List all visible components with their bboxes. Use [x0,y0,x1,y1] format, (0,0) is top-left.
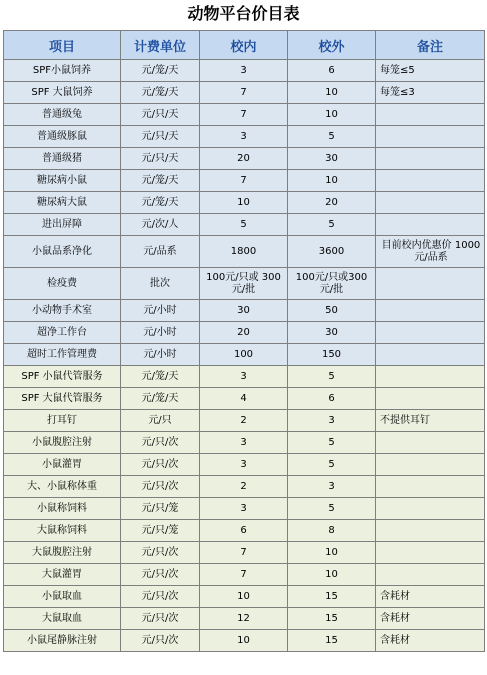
cell-internal: 1800 [200,236,288,268]
cell-external: 10 [288,170,376,192]
cell-unit: 元/笼/天 [121,388,200,410]
cell-note [376,542,485,564]
page-title: 动物平台价目表 [187,4,300,23]
table-row [4,236,485,268]
cell-external: 50 [288,300,376,322]
cell-internal: 7 [200,564,288,586]
cell-external: 3600 [288,236,376,268]
table-row [4,388,485,410]
cell-note [376,148,485,170]
cell-item: 大鼠取血 [4,608,121,630]
table-row [4,170,485,192]
cell-note [376,344,485,366]
cell-note [376,454,485,476]
table-row [4,520,485,542]
cell-note [376,214,485,236]
cell-note: 每笼≤3 [376,82,485,104]
table-row [4,586,485,608]
table-row [4,498,485,520]
table-row [4,60,485,82]
cell-item: 大鼠灌胃 [4,564,121,586]
cell-internal: 6 [200,520,288,542]
cell-note: 含耗材 [376,630,485,652]
cell-item: 进出屏障 [4,214,121,236]
cell-internal: 100元/只或 300元/批 [200,268,288,300]
cell-item: 大、小鼠称体重 [4,476,121,498]
cell-external: 8 [288,520,376,542]
cell-unit: 批次 [121,268,200,300]
table-row [4,192,485,214]
table-row [4,126,485,148]
cell-unit: 元/只/次 [121,564,200,586]
cell-note [376,170,485,192]
table-row [4,344,485,366]
cell-internal: 20 [200,148,288,170]
cell-unit: 元/只/次 [121,432,200,454]
cell-unit: 元/只/笼 [121,520,200,542]
table-row [4,82,485,104]
cell-unit: 元/只/天 [121,126,200,148]
cell-note [376,564,485,586]
cell-external: 15 [288,608,376,630]
cell-note [376,432,485,454]
cell-note [376,388,485,410]
cell-internal: 10 [200,586,288,608]
cell-note [376,520,485,542]
cell-note: 目前校内优惠价 1000元/品系 [376,236,485,268]
cell-note: 含耗材 [376,608,485,630]
cell-item: SPF 大鼠代管服务 [4,388,121,410]
cell-external: 20 [288,192,376,214]
cell-external: 10 [288,564,376,586]
cell-external: 5 [288,454,376,476]
cell-unit: 元/只/次 [121,608,200,630]
cell-unit: 元/笼/天 [121,192,200,214]
header-note: 备注 [376,31,485,60]
cell-internal: 7 [200,82,288,104]
table-header-row [4,31,485,60]
cell-item: 大鼠称饲料 [4,520,121,542]
cell-unit: 元/只/次 [121,542,200,564]
cell-external: 10 [288,104,376,126]
cell-item: 普通级猪 [4,148,121,170]
cell-unit: 元/笼/天 [121,366,200,388]
cell-unit: 元/只/天 [121,104,200,126]
table-row [4,564,485,586]
cell-unit: 元/只/笼 [121,498,200,520]
table-row [4,268,485,300]
cell-unit: 元/只/天 [121,148,200,170]
cell-item: 小鼠尾静脉注射 [4,630,121,652]
cell-internal: 7 [200,104,288,126]
cell-item: 超净工作台 [4,322,121,344]
cell-note [376,192,485,214]
header-internal: 校内 [200,31,288,60]
table-row [4,630,485,652]
cell-item: 小鼠灌胃 [4,454,121,476]
cell-unit: 元/次/人 [121,214,200,236]
cell-note: 每笼≤5 [376,60,485,82]
cell-note [376,300,485,322]
cell-internal: 3 [200,432,288,454]
table-row [4,410,485,432]
cell-item: 打耳钉 [4,410,121,432]
cell-note [376,366,485,388]
cell-item: 超时工作管理费 [4,344,121,366]
cell-internal: 3 [200,60,288,82]
header-external: 校外 [288,31,376,60]
table-body [4,60,485,652]
cell-unit: 元/只/次 [121,630,200,652]
cell-item: SPF 小鼠代管服务 [4,366,121,388]
cell-internal: 7 [200,170,288,192]
table-row [4,214,485,236]
cell-unit: 元/只 [121,410,200,432]
cell-item: 糖尿病大鼠 [4,192,121,214]
cell-external: 100元/只或300 元/批 [288,268,376,300]
cell-internal: 7 [200,542,288,564]
cell-external: 5 [288,498,376,520]
cell-note [376,268,485,300]
cell-external: 150 [288,344,376,366]
cell-internal: 20 [200,322,288,344]
cell-internal: 3 [200,366,288,388]
cell-item: 小鼠腹腔注射 [4,432,121,454]
cell-external: 5 [288,366,376,388]
price-table [3,30,485,652]
cell-external: 5 [288,432,376,454]
cell-external: 5 [288,126,376,148]
cell-external: 3 [288,476,376,498]
cell-internal: 5 [200,214,288,236]
cell-unit: 元/只/次 [121,586,200,608]
cell-item: SPF小鼠饲养 [4,60,121,82]
cell-external: 30 [288,322,376,344]
table-row [4,608,485,630]
cell-item: 普通级豚鼠 [4,126,121,148]
cell-item: 检疫费 [4,268,121,300]
table-row [4,104,485,126]
cell-unit: 元/笼/天 [121,82,200,104]
cell-internal: 30 [200,300,288,322]
table-row [4,476,485,498]
cell-external: 30 [288,148,376,170]
cell-note [376,104,485,126]
cell-item: 小鼠称饲料 [4,498,121,520]
cell-internal: 4 [200,388,288,410]
cell-unit: 元/小时 [121,322,200,344]
cell-unit: 元/笼/天 [121,60,200,82]
cell-item: SPF 大鼠饲养 [4,82,121,104]
cell-item: 普通级兔 [4,104,121,126]
cell-item: 小鼠取血 [4,586,121,608]
cell-external: 5 [288,214,376,236]
cell-item: 大鼠腹腔注射 [4,542,121,564]
cell-item: 小动物手术室 [4,300,121,322]
cell-external: 10 [288,82,376,104]
cell-note [376,476,485,498]
cell-external: 3 [288,410,376,432]
cell-note [376,126,485,148]
cell-external: 10 [288,542,376,564]
table-row [4,542,485,564]
table-row [4,148,485,170]
cell-note [376,322,485,344]
table-row [4,322,485,344]
cell-note [376,498,485,520]
header-unit: 计费单位 [121,31,200,60]
table-row [4,300,485,322]
cell-unit: 元/小时 [121,344,200,366]
cell-unit: 元/只/次 [121,454,200,476]
cell-internal: 12 [200,608,288,630]
cell-unit: 元/小时 [121,300,200,322]
header-item: 项目 [4,31,121,60]
cell-item: 糖尿病小鼠 [4,170,121,192]
cell-unit: 元/笼/天 [121,170,200,192]
cell-internal: 3 [200,126,288,148]
cell-internal: 10 [200,192,288,214]
cell-unit: 元/品系 [121,236,200,268]
cell-internal: 3 [200,454,288,476]
table-row [4,366,485,388]
cell-item: 小鼠品系净化 [4,236,121,268]
cell-internal: 10 [200,630,288,652]
cell-external: 15 [288,586,376,608]
cell-note: 含耗材 [376,586,485,608]
table-row [4,432,485,454]
cell-external: 6 [288,388,376,410]
cell-note: 不提供耳钉 [376,410,485,432]
cell-internal: 2 [200,410,288,432]
cell-unit: 元/只/次 [121,476,200,498]
cell-internal: 2 [200,476,288,498]
cell-external: 6 [288,60,376,82]
cell-internal: 100 [200,344,288,366]
table-row [4,454,485,476]
cell-internal: 3 [200,498,288,520]
cell-external: 15 [288,630,376,652]
